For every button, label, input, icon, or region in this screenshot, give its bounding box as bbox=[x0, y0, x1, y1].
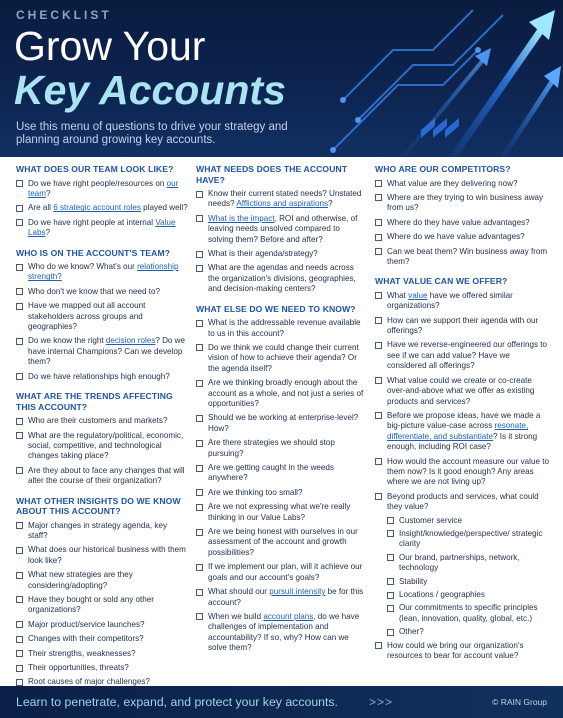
checklist-item bbox=[16, 431, 188, 462]
item-text: When we build bbox=[208, 611, 264, 621]
checkbox[interactable] bbox=[16, 180, 23, 187]
checklist-item bbox=[375, 218, 551, 228]
item-text: Who do we know? What's our bbox=[28, 262, 138, 272]
link-pursuit-intensity[interactable]: pursuit intensity bbox=[269, 587, 326, 597]
header-banner bbox=[0, 0, 563, 157]
checkbox[interactable] bbox=[16, 522, 23, 529]
section-heading: WHAT ELSE DO WE NEED TO KNOW? bbox=[196, 303, 356, 314]
section-heading: WHAT NEEDS DOES THE ACCOUNT HAVE? bbox=[196, 164, 348, 185]
checklist-item-text bbox=[387, 457, 551, 488]
copyright-notice: © RAIN Group bbox=[492, 697, 547, 707]
item-text: What should our bbox=[208, 587, 270, 597]
checklist-item bbox=[196, 463, 366, 484]
checkbox[interactable] bbox=[387, 517, 394, 524]
checklist-subitem bbox=[387, 577, 551, 587]
checklist-item bbox=[196, 378, 366, 409]
checklist-item-text bbox=[387, 179, 517, 189]
checkbox[interactable] bbox=[196, 215, 203, 222]
checkbox[interactable] bbox=[196, 564, 203, 571]
item-text: Are there strategies we should stop pursuing? bbox=[208, 438, 335, 458]
checkbox[interactable] bbox=[16, 373, 23, 380]
item-text: Major changes in strategy agenda, key staff? bbox=[28, 520, 168, 540]
checklist-item bbox=[16, 416, 188, 426]
checklist-item bbox=[16, 301, 188, 332]
checklist-item-text bbox=[28, 634, 144, 644]
item-text: Do we have right people at internal bbox=[28, 217, 156, 227]
checkbox[interactable] bbox=[16, 679, 23, 686]
checklist-item-text bbox=[208, 378, 366, 409]
checklist-item bbox=[375, 340, 551, 371]
checkbox[interactable] bbox=[16, 596, 23, 603]
item-text: What value are they delivering now? bbox=[387, 178, 518, 188]
section-what-are-the-trends-affecting-this-account bbox=[16, 391, 188, 486]
checkbox[interactable] bbox=[16, 621, 23, 628]
checklist-item bbox=[196, 562, 366, 583]
checklist-item bbox=[375, 193, 551, 214]
checklist-item bbox=[16, 262, 188, 283]
checklist-item-text bbox=[387, 193, 551, 214]
item-text: Do we think we could change their current vision of how to achieve their agenda? Or the agenda itself? bbox=[208, 342, 359, 373]
item-text: How could we bring our organization's resources to bear for account value? bbox=[387, 640, 524, 661]
checkbox[interactable] bbox=[375, 377, 382, 384]
section-what-needs-does-the-account-have bbox=[196, 164, 366, 295]
checklist-item bbox=[16, 545, 188, 566]
item-text: Are we thinking broadly enough about the account as a whole, and not just a series of opportunities? bbox=[208, 378, 364, 408]
section-heading: WHO ARE OUR COMPETITORS? bbox=[375, 164, 511, 174]
checkbox[interactable] bbox=[196, 415, 203, 422]
checklist-item-text bbox=[28, 521, 188, 542]
checklist-item-text bbox=[208, 189, 366, 210]
link-value-labs[interactable]: Value Labs bbox=[28, 217, 176, 238]
checklist-item-text bbox=[208, 612, 366, 654]
item-text: How can we support their agenda with our offerings? bbox=[387, 315, 539, 336]
item-text: have we offered similar organizations? bbox=[387, 290, 513, 311]
item-text: What new strategies are they considering/adopting? bbox=[28, 570, 133, 590]
item-text: Root causes of major challenges? bbox=[28, 677, 150, 687]
checklist-item-text bbox=[399, 516, 462, 526]
checklist-subitem bbox=[387, 553, 551, 574]
checklist-item bbox=[196, 527, 366, 558]
item-text: If we implement our plan, will it achieve our goals and our account's goals? bbox=[208, 562, 363, 582]
page-subtitle: Use this menu of questions to drive your strategy and planning around growing key accounts. bbox=[16, 121, 288, 146]
checklist-item-text bbox=[28, 431, 188, 462]
checklist-item-text bbox=[208, 587, 366, 608]
item-text: Are we getting caught in the weeds anywhere? bbox=[208, 463, 334, 483]
checkbox[interactable] bbox=[16, 467, 23, 474]
checklist-subitem bbox=[387, 603, 551, 624]
item-text: What is their agenda/strategy? bbox=[208, 249, 318, 259]
checklist-item-text bbox=[208, 318, 366, 339]
column-2 bbox=[196, 164, 366, 663]
item-text: Who are their customers and markets? bbox=[28, 416, 168, 426]
checkbox[interactable] bbox=[387, 530, 394, 537]
checklist-item bbox=[196, 413, 366, 434]
checklist-item bbox=[16, 372, 188, 382]
checklist-item-text bbox=[28, 372, 170, 382]
footer-tagline: Learn to penetrate, expand, and protect your key accounts. bbox=[16, 695, 338, 709]
item-text: Major product/service launches? bbox=[28, 619, 145, 629]
item-text: , ROI and otherwise, of leaving needs unsolved compared to solving them? Before and after? bbox=[208, 213, 358, 244]
checkbox[interactable] bbox=[196, 504, 203, 511]
section-what-does-our-team-look-like bbox=[16, 164, 188, 239]
checkbox[interactable] bbox=[16, 338, 23, 345]
item-text: Our brand, partnerships, network, technology bbox=[399, 552, 520, 573]
checklist-item-text bbox=[28, 301, 188, 332]
sub-checklist bbox=[387, 516, 551, 638]
checklist-item-text bbox=[387, 492, 551, 513]
checklist-item-text bbox=[387, 641, 551, 662]
checkbox[interactable] bbox=[375, 317, 382, 324]
item-text: What value could we create or co-create over-and-above what we offer as existing products and services? bbox=[387, 375, 535, 406]
link-value[interactable]: value bbox=[408, 290, 428, 300]
checklist-item-text bbox=[28, 416, 167, 426]
checkbox[interactable] bbox=[16, 418, 23, 425]
checklist-subitem bbox=[387, 529, 551, 550]
checkbox[interactable] bbox=[375, 248, 382, 255]
item-text: Insight/knowledge/perspective/ strategic clarity bbox=[399, 528, 543, 549]
checklist-item-text bbox=[28, 203, 188, 213]
checklist-item bbox=[196, 318, 366, 339]
item-text: Are we thinking too small? bbox=[208, 487, 303, 497]
item-text: Do we have right people/resources on bbox=[28, 178, 167, 188]
item-text: Where do we have value advantages? bbox=[387, 232, 525, 242]
checklist-item bbox=[16, 595, 188, 616]
checklist-item bbox=[375, 316, 551, 337]
checkbox[interactable] bbox=[375, 458, 382, 465]
checklist-item bbox=[16, 287, 188, 297]
section-what-value-can-we-offer bbox=[375, 276, 551, 661]
checklist-item bbox=[196, 343, 366, 374]
link-relationship-strength[interactable]: relationship strength? bbox=[28, 262, 179, 282]
checklist-item-text bbox=[208, 463, 366, 484]
item-text: , do we have challenges of implementation and accountability? If so, why? How can we solve them? bbox=[208, 611, 360, 653]
checklist-item-text bbox=[399, 590, 485, 600]
checkbox[interactable] bbox=[387, 629, 394, 636]
link-6-strategic-account-roles[interactable]: 6 strategic account roles bbox=[53, 203, 141, 213]
checklist-item-text bbox=[387, 247, 551, 268]
item-text: Have we mapped out all account stakeholders across groups and geographies? bbox=[28, 301, 146, 332]
checkbox[interactable] bbox=[387, 592, 394, 599]
checklist-item bbox=[196, 488, 366, 498]
checklist-item-text bbox=[387, 232, 525, 242]
checklist-item bbox=[16, 218, 188, 239]
item-text: Who don't we know that we need to? bbox=[28, 286, 161, 296]
checkbox[interactable] bbox=[375, 412, 382, 419]
checklist-item-text bbox=[208, 562, 366, 583]
column-3 bbox=[375, 164, 551, 670]
checklist-item bbox=[16, 466, 188, 487]
kicker-label: CHECKLIST bbox=[16, 8, 112, 22]
item-text: How would the account measure our value to them now? Is it good enough? Any areas where we are not living up? bbox=[387, 456, 549, 487]
checklist-item-text bbox=[387, 340, 551, 371]
item-text: Have they bought or sold any other organizations? bbox=[28, 594, 154, 615]
item-text: be for this account? bbox=[208, 587, 364, 607]
checklist-item-text bbox=[28, 218, 188, 239]
checklist-item bbox=[196, 189, 366, 210]
checkbox[interactable] bbox=[375, 219, 382, 226]
checkbox[interactable] bbox=[375, 493, 382, 500]
checkbox[interactable] bbox=[196, 265, 203, 272]
checklist-item-text bbox=[208, 343, 366, 374]
section-who-are-our-competitors bbox=[375, 164, 551, 267]
checklist-item-text bbox=[387, 291, 551, 312]
section-heading: WHO IS ON THE ACCOUNT'S TEAM? bbox=[16, 247, 171, 258]
checklist-item-text bbox=[28, 466, 188, 487]
item-text: Other? bbox=[399, 627, 424, 637]
section-heading: WHAT VALUE CAN WE OFFER? bbox=[375, 276, 508, 287]
item-text: Can we beat them? Win business away from them? bbox=[387, 246, 548, 266]
checklist-item-text bbox=[399, 627, 424, 637]
checkbox[interactable] bbox=[375, 180, 382, 187]
checklist-item bbox=[196, 263, 366, 294]
checkbox[interactable] bbox=[375, 234, 382, 241]
item-text: Changes with their competitors? bbox=[28, 634, 144, 644]
checkbox[interactable] bbox=[196, 320, 203, 327]
checkbox[interactable] bbox=[196, 380, 203, 387]
page-title-line2: Key Accounts bbox=[14, 67, 286, 113]
checklist-item bbox=[375, 411, 551, 453]
checkbox[interactable] bbox=[387, 605, 394, 612]
section-what-other-insights-do-we-know-about-this-account bbox=[16, 496, 188, 688]
checkbox[interactable] bbox=[196, 589, 203, 596]
item-text: ? Do we have internal Champions? Can we develop them? bbox=[28, 336, 186, 367]
checkbox[interactable] bbox=[16, 205, 23, 212]
checklist-item bbox=[375, 179, 551, 189]
checklist-item-text bbox=[208, 214, 366, 245]
item-text: Are they about to face any changes that will alter the course of their organization? bbox=[28, 465, 185, 486]
checklist-item-text bbox=[28, 336, 188, 367]
checkbox[interactable] bbox=[387, 554, 394, 561]
checklist-item-text bbox=[387, 218, 530, 228]
section-who-is-on-the-account-s-team bbox=[16, 248, 188, 383]
item-text: What is the addressable revenue available to us in this account? bbox=[208, 318, 361, 338]
checkbox[interactable] bbox=[387, 578, 394, 585]
item-text: Their opportunities, threats? bbox=[28, 663, 129, 672]
checklist-item-text bbox=[28, 287, 160, 297]
footer-bar bbox=[0, 686, 563, 718]
item-text: Do we have relationships high enough? bbox=[28, 371, 170, 381]
link-decision-roles[interactable]: decision roles bbox=[105, 336, 156, 346]
checklist-subitem bbox=[387, 590, 551, 600]
item-text: Where are they trying to win business away from us? bbox=[387, 192, 544, 213]
column-1 bbox=[16, 164, 188, 697]
item-text: ? bbox=[45, 228, 51, 238]
checkbox[interactable] bbox=[16, 288, 23, 295]
checkbox[interactable] bbox=[375, 292, 382, 299]
checkbox[interactable] bbox=[196, 489, 203, 496]
checklist-item bbox=[375, 376, 551, 407]
checklist-item bbox=[16, 663, 188, 673]
item-text: Do we know the right bbox=[28, 336, 106, 346]
checkbox[interactable] bbox=[196, 344, 203, 351]
item-text: What are the regulatory/political, economic, social, competitive, and technological changes taking place? bbox=[28, 430, 184, 461]
checklist-item-text bbox=[28, 620, 145, 630]
item-text: ? Is it strong enough, including ROI case? bbox=[387, 431, 538, 452]
checklist-item-text bbox=[28, 262, 188, 283]
item-text: Our commitments to specific principles (lean, innovation, quality, global, etc.) bbox=[399, 603, 538, 623]
checkbox[interactable] bbox=[375, 342, 382, 349]
item-text: Locations / geographies bbox=[399, 590, 485, 599]
checklist-item-text bbox=[399, 603, 551, 624]
checklist-item-text bbox=[399, 553, 551, 574]
item-text: played well? bbox=[140, 203, 188, 213]
checklist-item bbox=[16, 336, 188, 367]
checklist-item bbox=[196, 612, 366, 654]
checklist-item-text bbox=[28, 545, 188, 566]
section-heading: WHAT OTHER INSIGHTS DO WE KNOW ABOUT THIS ACCOUNT? bbox=[16, 495, 181, 517]
checkbox[interactable] bbox=[16, 650, 23, 657]
growth-arrows-graphic bbox=[303, 0, 563, 157]
checklist-item-text bbox=[28, 663, 129, 673]
link-our-team[interactable]: our team bbox=[28, 178, 179, 198]
checklist-item bbox=[196, 502, 366, 523]
checklist-item bbox=[375, 247, 551, 268]
page-title-line1: Grow Your bbox=[14, 23, 206, 69]
checklist-item bbox=[16, 179, 188, 200]
link-resonate-differentiate-and-substantiate[interactable]: resonate, differentiate, and substantiate bbox=[387, 421, 529, 441]
item-text: Are all bbox=[28, 203, 54, 213]
checklist-item bbox=[16, 649, 188, 659]
checklist-item-text bbox=[208, 413, 366, 434]
checkbox[interactable] bbox=[16, 303, 23, 310]
checklist-item-text bbox=[399, 529, 551, 550]
section-what-else-do-we-need-to-know bbox=[196, 304, 366, 654]
item-text: Know their current stated needs? Unstated needs? bbox=[208, 189, 362, 209]
item-text: What are the agendas and needs across the organization's divisions, geographies, and decision-making centers? bbox=[208, 263, 356, 294]
checklist-item-text bbox=[208, 502, 366, 523]
checklist-item-text bbox=[28, 570, 188, 591]
checklist-item bbox=[375, 641, 551, 662]
checkbox[interactable] bbox=[16, 432, 23, 439]
item-text: Customer service bbox=[399, 515, 462, 525]
checklist-item-text bbox=[387, 316, 551, 337]
checklist-subitem bbox=[387, 516, 551, 526]
checklist-item bbox=[16, 620, 188, 630]
checkbox[interactable] bbox=[16, 636, 23, 643]
item-text: What bbox=[387, 290, 409, 300]
checklist-item-text bbox=[387, 411, 551, 453]
checkbox[interactable] bbox=[196, 613, 203, 620]
checklist-item-text bbox=[208, 488, 302, 498]
checkbox[interactable] bbox=[375, 642, 382, 649]
checklist-subitem bbox=[387, 627, 551, 637]
checkbox[interactable] bbox=[196, 465, 203, 472]
checklist-item-text bbox=[387, 376, 551, 407]
checkbox[interactable] bbox=[16, 572, 23, 579]
section-heading: WHAT DOES OUR TEAM LOOK LIKE? bbox=[16, 164, 174, 174]
item-text: ? bbox=[328, 199, 333, 209]
checkbox[interactable] bbox=[196, 251, 203, 258]
item-text: Have we reverse-engineered our offerings to see if we can add value? Have we considered all offerings? bbox=[387, 340, 548, 371]
item-text: Their strengths, weaknesses? bbox=[28, 648, 136, 658]
footer-arrows: >>> bbox=[369, 695, 394, 709]
checklist-item bbox=[196, 214, 366, 245]
item-text: Stability bbox=[399, 576, 428, 586]
item-text: What does our historical business with them look like? bbox=[28, 545, 186, 565]
checklist-item bbox=[16, 634, 188, 644]
link-account-plans[interactable]: account plans bbox=[263, 611, 314, 621]
checkbox[interactable] bbox=[375, 194, 382, 201]
checklist-item bbox=[196, 249, 366, 259]
checklist-item bbox=[16, 203, 188, 213]
checklist-item bbox=[196, 587, 366, 608]
checklist-item bbox=[375, 291, 551, 312]
checklist-item-text bbox=[208, 263, 366, 294]
checklist-item-text bbox=[28, 649, 136, 659]
item-text: ? bbox=[46, 188, 51, 198]
item-text: Should we be working at enterprise-level? How? bbox=[208, 413, 359, 433]
checkbox[interactable] bbox=[196, 191, 203, 198]
checkbox[interactable] bbox=[16, 547, 23, 554]
checklist-item bbox=[375, 492, 551, 513]
section-heading: WHAT ARE THE TRENDS AFFECTING THIS ACCOUNT? bbox=[16, 391, 173, 412]
checklist-item bbox=[16, 521, 188, 542]
item-text: Are we not expressing what we're really thinking in our Value Labs? bbox=[208, 502, 351, 522]
checkbox[interactable] bbox=[16, 264, 23, 271]
checklist-item-text bbox=[28, 595, 188, 616]
checklist-item bbox=[375, 457, 551, 488]
checkbox[interactable] bbox=[196, 440, 203, 447]
link-what-is-the-impact[interactable]: What is the impact bbox=[208, 213, 275, 223]
checklist-item bbox=[16, 570, 188, 591]
checklist-item-text bbox=[399, 577, 427, 587]
checkbox[interactable] bbox=[16, 665, 23, 672]
checkbox[interactable] bbox=[196, 529, 203, 536]
checklist-item bbox=[375, 232, 551, 242]
checkbox[interactable] bbox=[16, 219, 23, 226]
checklist-item bbox=[196, 438, 366, 459]
link-afflictions-and-aspirations[interactable]: Afflictions and aspirations bbox=[236, 199, 328, 209]
checklist-item-text bbox=[208, 527, 366, 558]
checklist-item-text bbox=[28, 179, 188, 200]
item-text: Where do they have value advantages? bbox=[387, 217, 530, 227]
checklist-item-text bbox=[208, 438, 366, 459]
item-text: Before we propose ideas, have we made a big-picture value-case across bbox=[387, 410, 541, 431]
checklist-item-text bbox=[208, 249, 318, 259]
item-text: Beyond products and services, what could they value? bbox=[387, 491, 539, 512]
item-text: Are we being honest with ourselves in our assessment of the account and growth possibilities? bbox=[208, 527, 358, 557]
